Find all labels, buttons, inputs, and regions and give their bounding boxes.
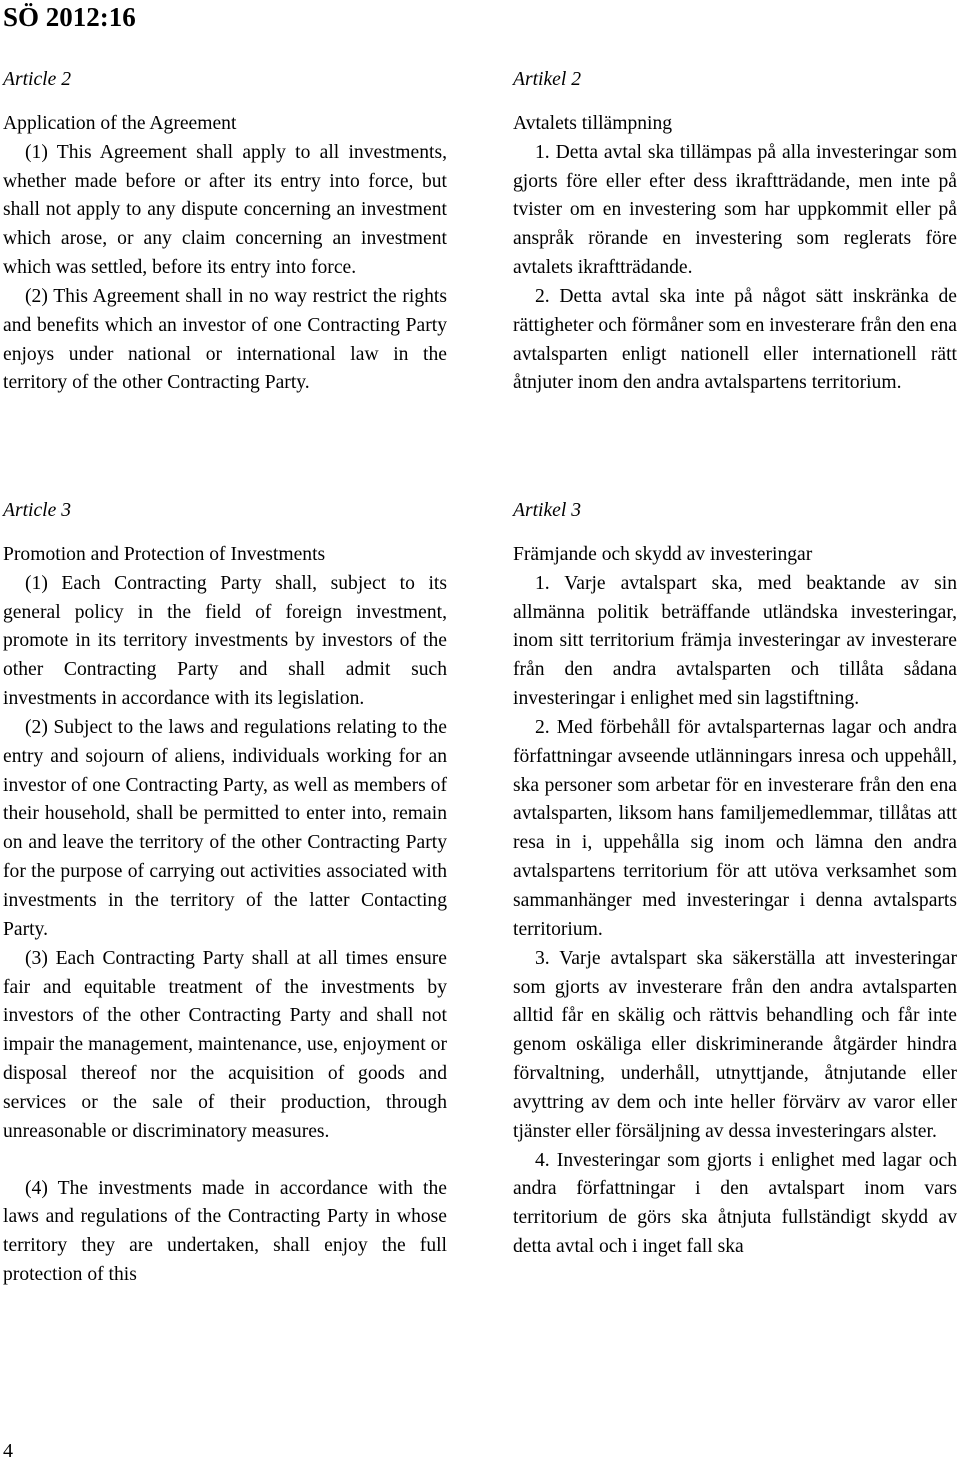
paragraph: 4. Investeringar som gjorts i enlighet med lagar och andra författningar i den avtalspart inom vars territorium de görs ska åtnjuta fullständigt skydd av detta avtal och i inget fall ska	[513, 1149, 957, 1258]
article-heading: Artikel 3	[513, 500, 582, 521]
paragraph: 1. Detta avtal ska tillämpas på alla investeringar som gjorts före eller efter dess ikraftträdande, men inte på tvister om en investering som har uppkommit eller på anspråk rörande en investering som reglerats före avtalets ikraftträdande.	[513, 141, 957, 279]
page-number: 4	[3, 1440, 13, 1462]
paragraph: (1) Each Contracting Party shall, subject to its general policy in the field of foreign investment, promote in its territory investments by investors of the other Contracting Party and shall admit such investments in accordance with its legislation.	[3, 572, 447, 710]
paragraph: 2. Med förbehåll för avtalsparternas lagar och andra författningar avseende utlänningars inresa och uppehåll, ska personer som arbetar för en investerare från den ena avtalsparten, liksom hans familjemedlemmar, tillåtas att resa in i, uppehålla sig inom och lämna den andra avtalspartens territorium för att utöva verksamhet som sammanhänger med investeringar i denna avtalsparts territorium.	[513, 716, 957, 940]
paragraph: (2) This Agreement shall in no way restrict the rights and benefits which an investor of one Contracting Party enjoys under national or international law in the territory of the other Contracting Party.	[3, 285, 447, 394]
article-3-english	[3, 497, 447, 1290]
article-heading: Artikel 2	[513, 69, 582, 90]
article-title: Application of the Agreement	[3, 112, 237, 134]
paragraph: (4) The investments made in accordance with the laws and regulations of the Contracting Party in whose territory they are undertaken, shall enjoy the full protection of this	[3, 1177, 447, 1286]
article-heading: Article 3	[3, 500, 72, 521]
paragraph: (3) Each Contracting Party shall at all times ensure fair and equitable treatment of the investments by investors of the other Contracting Party and shall not impair the management, maintenance, use, enjoyment or disposal thereof nor the acquisition of goods and services or the sale of their production, through unreasonable or discriminatory measures.	[3, 947, 447, 1142]
article-3-swedish	[513, 497, 957, 1262]
article-heading: Article 2	[3, 69, 72, 90]
article-2-swedish	[513, 66, 957, 398]
article-title: Promotion and Protection of Investments	[3, 543, 326, 565]
paragraph: 2. Detta avtal ska inte på något sätt inskränka de rättigheter och förmåner som en investerare från den ena avtalsparten enligt nationell eller internationell rätt åtnjuter inom den andra avtalspartens territorium.	[513, 285, 957, 394]
paragraph: 1. Varje avtalspart ska, med beaktande av sin allmänna politik beträffande utländska investeringar, inom sitt territorium främja investeringar av investerare från den andra avtalsparten och tillåta sådana investeringar i enlighet med sin lagstiftning.	[513, 572, 957, 710]
paragraph: 3. Varje avtalspart ska säkerställa att investeringar som gjorts av investerare från den andra avtalsparten alltid får en skälig och rättvis behandling och får inte genom oskäliga eller diskriminerande åtgärder hindra förvaltning, underhåll, utnyttjande, åtnjutande eller avyttring av dem och inte heller förvärv av varor eller tjänster eller försäljning av dessa investeringars alster.	[513, 947, 957, 1142]
article-2-english	[3, 66, 447, 398]
paragraph-spacer	[3, 1147, 447, 1175]
article-title: Främjande och skydd av investeringar	[513, 543, 813, 565]
article-title: Avtalets tillämpning	[513, 112, 673, 134]
paragraph: (2) Subject to the laws and regulations relating to the entry and sojourn of aliens, individuals working for an investor of one Contracting Party, as well as members of their household, shall be permitted to enter into, remain on and leave the territory of the other Contracting Party for the purpose of carrying out activities associated with investments in the territory of the latter Contacting Party.	[3, 716, 447, 940]
paragraph: (1) This Agreement shall apply to all investments, whether made before or after its entry into force, but shall not apply to any dispute concerning an investment which arose, or any claim concerning an investment which was settled, before its entry into force.	[3, 141, 447, 279]
document-code: SÖ 2012:16	[3, 2, 136, 32]
